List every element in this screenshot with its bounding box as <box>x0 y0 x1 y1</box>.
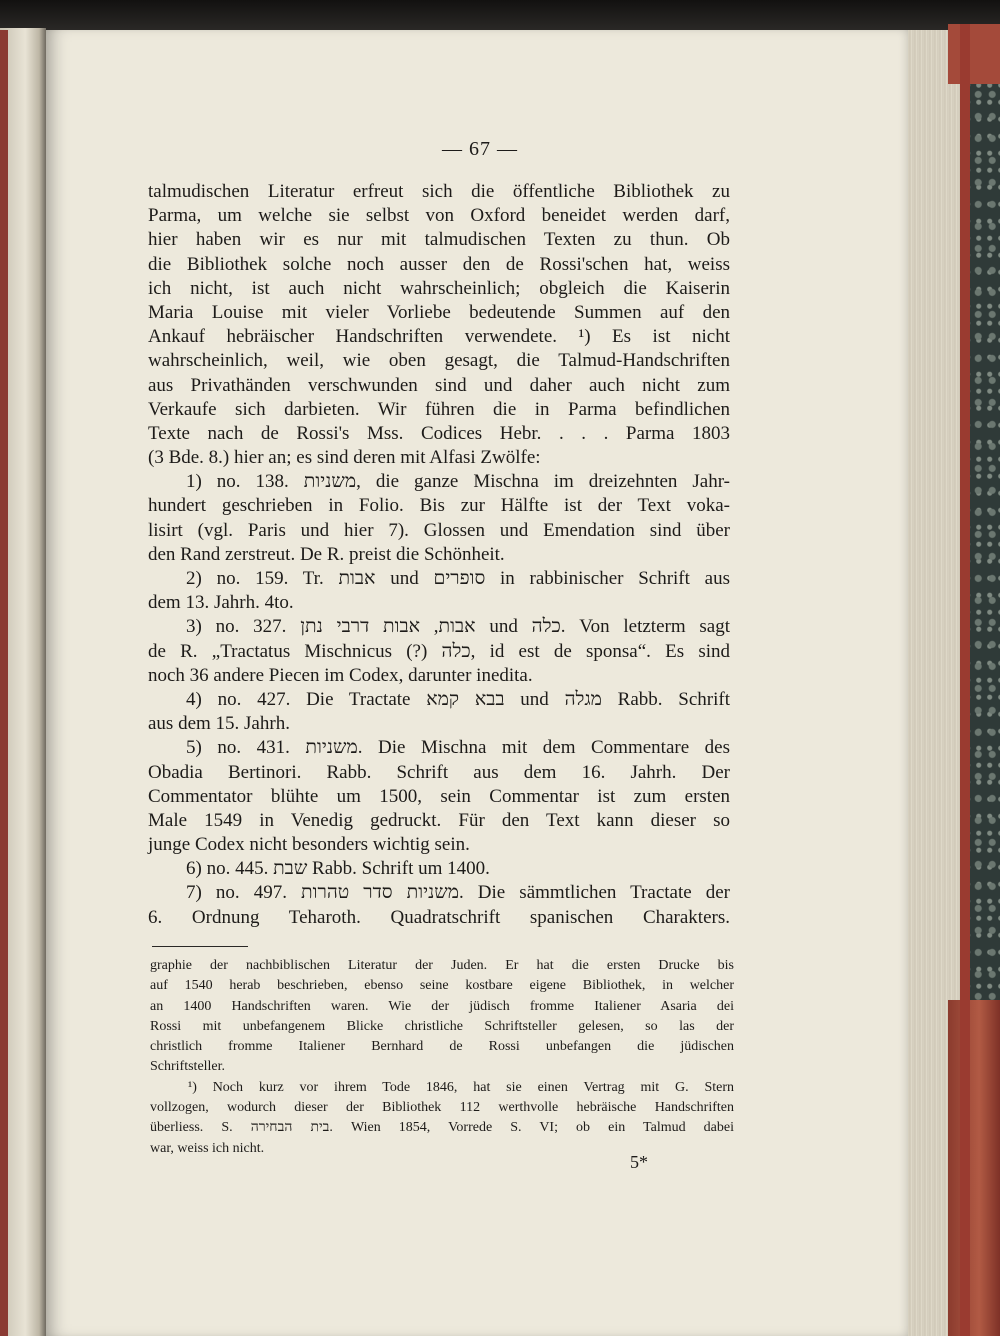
footnote-rule <box>152 946 248 947</box>
body-line: 5) no. 431. משניות. Die Mischna mit dem Commentare des <box>186 737 730 759</box>
body-line: 6. Ordnung Teharoth. Quadratschrift spanischen Charakters. <box>148 906 730 928</box>
cover-corner-bottom <box>948 1000 1000 1336</box>
book-top-shadow <box>0 0 1000 30</box>
body-line: Parma, um welche sie selbst von Oxford beneidet werden darf, <box>148 205 730 227</box>
body-line: Male 1549 in Venedig gedruckt. Für den Text kann dieser so <box>148 809 730 831</box>
footnote-line: überliess. S. בית הבחירה. Wien 1854, Vorrede S. VI; ob ein Talmud dabei <box>150 1120 734 1136</box>
footnote-line: christlich fromme Italiener Bernhard de Rossi unbefangen die jüdischen <box>150 1039 734 1055</box>
footnote-line: auf 1540 herab beschrieben, ebenso seine kostbare eigene Bibliothek, in welcher <box>150 978 734 994</box>
cover-spine-edge <box>960 24 970 1336</box>
cover-corner-top <box>948 24 1000 84</box>
body-line: aus dem 15. Jahrh. <box>148 713 290 735</box>
body-line: talmudischen Literatur erfreut sich die öffentliche Bibliothek zu <box>148 181 730 202</box>
body-line: Ankauf hebräischer Handschriften verwendete. ¹) Es ist nicht <box>148 326 730 348</box>
body-line: lisirt (vgl. Paris und hier 7). Glossen und Emendation sind über <box>148 519 730 541</box>
body-line: aus Privathänden verschwunden sind und daher auch nicht zum <box>148 374 730 396</box>
body-line: junge Codex nicht besonders wichtig sein. <box>148 834 470 856</box>
body-line: (3 Bde. 8.) hier an; es sind deren mit Alfasi Zwölfe: <box>148 447 541 469</box>
body-line: Verkaufe sich darbieten. Wir führen die in Parma befindlichen <box>148 398 730 420</box>
body-line: ich nicht, ist auch nicht wahrscheinlich; obgleich die Kaiserin <box>148 277 730 299</box>
body-line: den Rand zerstreut. De R. preist die Schönheit. <box>148 543 505 565</box>
left-cover-strip <box>0 30 8 1336</box>
body-line: wahrscheinlich, weil, wie oben gesagt, die Talmud-Handschriften <box>148 350 730 372</box>
body-line: 6) no. 445. שבת Rabb. Schrift um 1400. <box>186 858 490 880</box>
body-line: dem 13. Jahrh. 4to. <box>148 592 294 614</box>
footnote-line: Schriftsteller. <box>150 1059 226 1075</box>
body-line: die Bibliothek solche noch ausser den de Rossi'schen hat, weiss <box>148 253 730 275</box>
body-line: 2) no. 159. Tr. אבות und סופרים in rabbinischer Schrift aus <box>186 568 730 589</box>
footnote-line: Rossi mit unbefangenem Blicke christliche Schriftsteller gelesen, so las der <box>150 1018 734 1034</box>
footnote-line: war, weiss ich nicht. <box>150 1140 265 1156</box>
body-line: hundert geschrieben in Folio. Bis zur Hälfte ist der Text voka- <box>148 495 730 517</box>
body-line: 7) no. 497. משניות סדר טהרות. Die sämmtlichen Tractate der <box>186 882 731 904</box>
body-text <box>148 180 730 930</box>
body-line: de R. „Tractatus Mischnicus (?) כלה, id est de sponsa“. Es sind <box>148 640 730 662</box>
body-line: noch 36 andere Piecen im Codex, darunter inedita. <box>148 664 533 686</box>
footnote-line: vollzogen, wodurch dieser der Bibliothek 112 werthvolle hebräische Handschriften <box>150 1100 734 1116</box>
page-number-header: — 67 — <box>442 138 518 160</box>
body-line: Commentator blühte um 1500, sein Commentar ist zum ersten <box>148 785 730 807</box>
footnote-line: an 1400 Handschriften waren. Wie der jüdisch fromme Italiener Asaria dei <box>150 998 734 1014</box>
signature-mark: 5* <box>630 1152 648 1172</box>
body-line: 4) no. 427. Die Tractate בבא קמא und מגלה Rabb. Schrift <box>186 688 730 710</box>
body-line: Obadia Bertinori. Rabb. Schrift aus dem 16. Jahrh. Der <box>148 761 730 783</box>
footnotes <box>150 956 734 1159</box>
body-line: hier haben wir es nur mit talmudischen Texten zu thun. Ob <box>148 229 730 251</box>
body-line: Texte nach de Rossi's Mss. Codices Hebr. . . . Parma 1803 <box>148 422 730 444</box>
footnote-line: ¹) Noch kurz vor ihrem Tode 1846, hat sie einen Vertrag mit G. Stern <box>188 1079 734 1095</box>
footnote-line: graphie der nachbiblischen Literatur der Juden. Er hat die ersten Drucke bis <box>150 958 734 973</box>
body-line: Maria Louise mit vieler Vorliebe bedeutende Summen auf den <box>148 301 730 323</box>
body-line: 3) no. 327. אבות, אבות דרבי נתן und כלה. Von letzterm sagt <box>186 616 731 638</box>
body-line: 1) no. 138. משניות, die ganze Mischna im dreizehnten Jahr- <box>186 471 730 493</box>
